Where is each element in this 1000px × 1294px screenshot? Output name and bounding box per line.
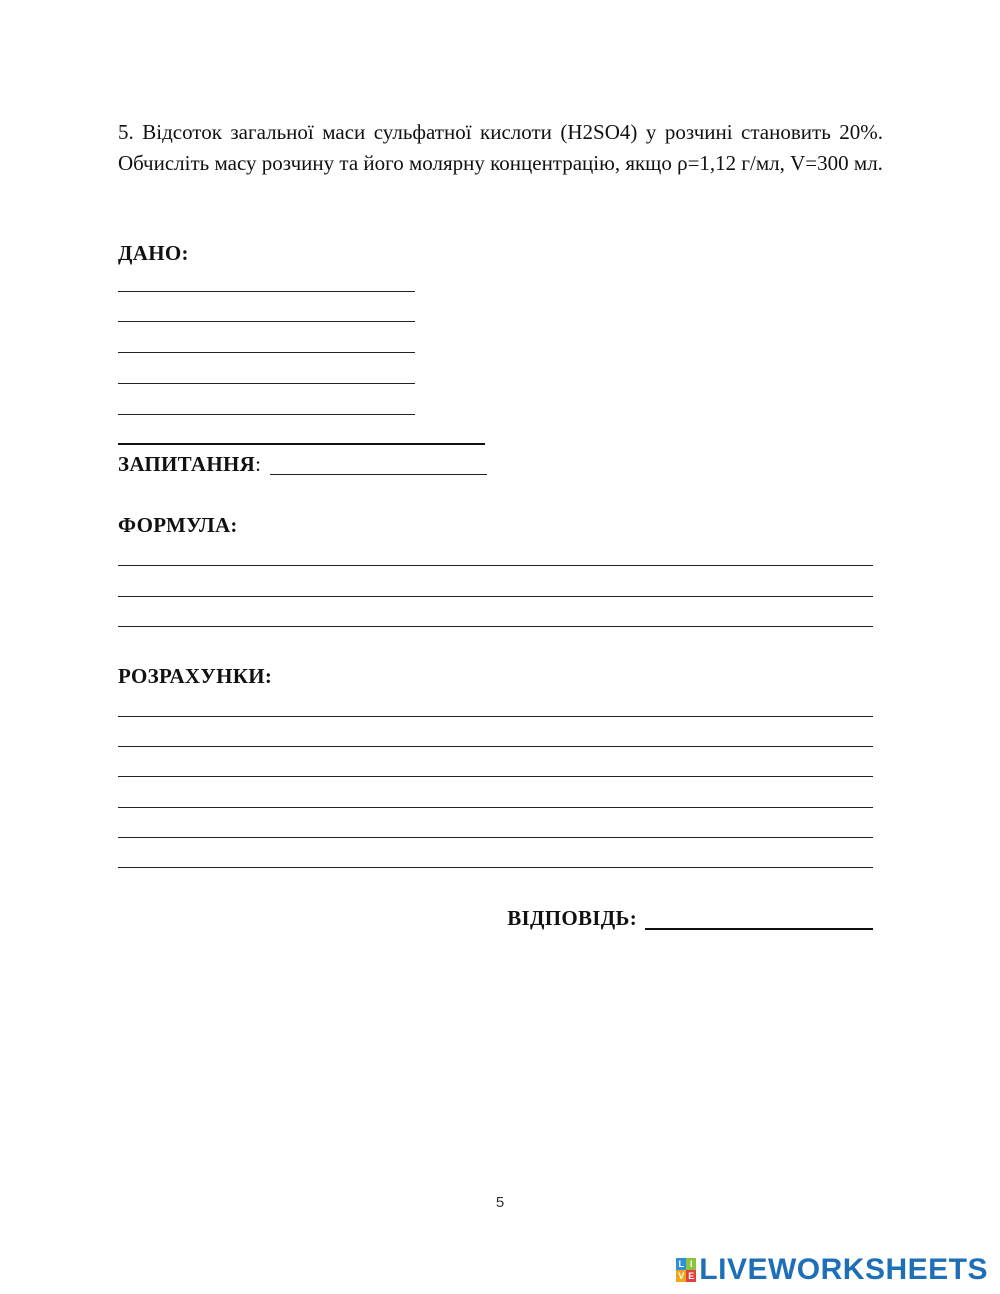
calculations-line-1[interactable] bbox=[118, 716, 873, 717]
calculations-line-5[interactable] bbox=[118, 837, 873, 838]
question-heading: ЗАПИТАННЯ bbox=[118, 452, 256, 476]
formula-heading: ФОРМУЛА: bbox=[118, 513, 238, 537]
problem-statement: 5. Відсоток загальної маси сульфатної кислоти (H2SO4) у розчині становить 20%. Обчисліть масу розчину та його молярну концентрацію, якщо ρ=1,12 г/мл, V=300 мл. bbox=[118, 120, 883, 175]
answer-row bbox=[507, 906, 873, 930]
given-line-3[interactable] bbox=[118, 352, 415, 353]
page-number: 5 bbox=[495, 1194, 505, 1211]
given-line-4[interactable] bbox=[118, 383, 415, 384]
formula-line-2[interactable] bbox=[118, 596, 873, 597]
formula-line-3[interactable] bbox=[118, 626, 873, 627]
liveworksheets-watermark[interactable] bbox=[676, 1255, 988, 1285]
question-row bbox=[118, 452, 487, 478]
given-line-1[interactable] bbox=[118, 291, 415, 292]
formula-line-1[interactable] bbox=[118, 565, 873, 566]
question-colon: : bbox=[255, 452, 261, 476]
calculations-heading: РОЗРАХУНКИ: bbox=[118, 664, 273, 688]
answer-line[interactable] bbox=[645, 906, 873, 930]
given-line-5[interactable] bbox=[118, 414, 415, 415]
logo-letter: L bbox=[676, 1258, 686, 1270]
liveworksheets-wordmark: LIVEWORKSHEETS bbox=[699, 1253, 988, 1286]
answer-heading: ВІДПОВІДЬ: bbox=[507, 906, 637, 930]
calculations-line-3[interactable] bbox=[118, 776, 873, 777]
liveworksheets-logo-icon bbox=[676, 1258, 696, 1282]
question-answer-line[interactable] bbox=[270, 452, 487, 475]
logo-letter: E bbox=[688, 1271, 695, 1281]
logo-letter: I bbox=[686, 1258, 696, 1270]
calculations-line-6[interactable] bbox=[118, 867, 873, 868]
given-separator bbox=[118, 443, 485, 445]
given-line-2[interactable] bbox=[118, 321, 415, 322]
logo-letter: V bbox=[678, 1271, 685, 1281]
given-heading: ДАНО: bbox=[118, 241, 189, 265]
calculations-line-2[interactable] bbox=[118, 746, 873, 747]
calculations-line-4[interactable] bbox=[118, 807, 873, 808]
